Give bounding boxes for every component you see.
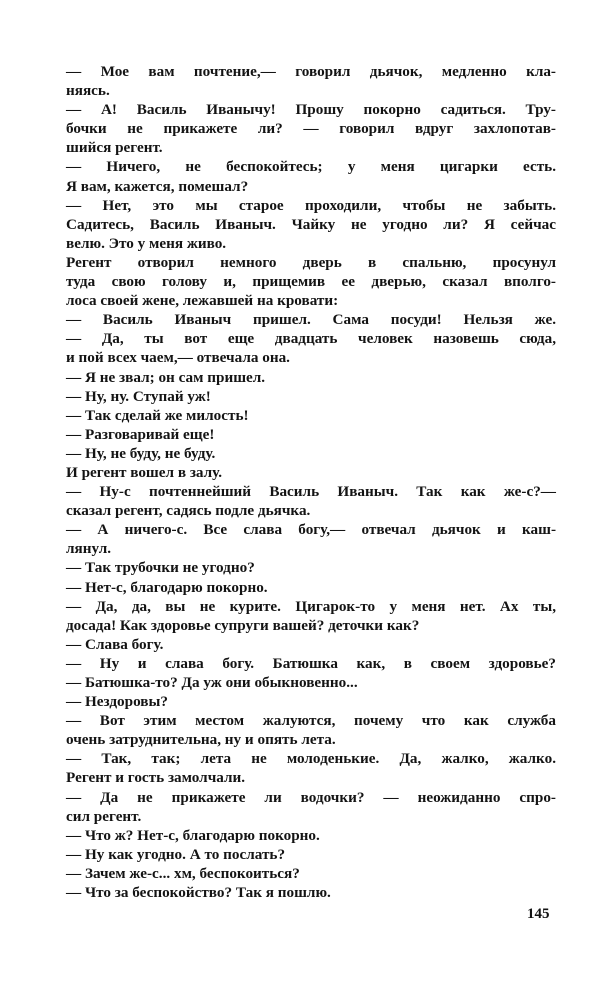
text-line: сил регент. (66, 807, 142, 825)
text-line: велю. Это у меня живо. (66, 234, 227, 252)
text-line: лянул. (66, 540, 112, 558)
text-line: — Зачем же-с... хм, беспокоиться? (66, 864, 300, 882)
text-line: — Ничего, не беспокойтесь; у меня цигарки есть. (66, 158, 556, 176)
text-line: — А ничего-с. Все слава богу,— отвечал дьячок и каш- (66, 521, 556, 539)
text-line: — Да, да, вы не курите. Цигарок-то у меня нет. Ах ты, (66, 597, 556, 615)
text-line: — Ну, не буду, не буду. (66, 444, 216, 462)
text-line: — Так сделай же милость! (66, 406, 249, 424)
text-line: — Мое вам почтение,— говорил дьячок, медленно кла- (66, 63, 556, 80)
text-line: — Разговаривай еще! (66, 425, 215, 443)
text-line: — Что за беспокойство? Так я пошлю. (66, 884, 331, 902)
text-line: — А! Василь Иванычу! Прошу покорно садиться. Тру- (66, 101, 556, 119)
text-line: Я вам, кажется, помешал? (66, 177, 249, 195)
text-line: И регент вошел в залу. (66, 463, 223, 481)
text-line: — Так трубочки не угодно? (66, 559, 255, 577)
body-text (66, 62, 556, 902)
text-line: Регент и гость замолчали. (66, 769, 246, 787)
text-line: Регент отворил немного дверь в спальню, просунул (66, 253, 556, 271)
text-line: — Я не звал; он сам пришел. (66, 368, 266, 386)
page-number: 145 (527, 906, 550, 922)
text-line: — Нездоровы? (66, 693, 168, 711)
text-line: шийся регент. (66, 139, 163, 157)
text-line: и пой всех чаем,— отвечала она. (66, 349, 290, 367)
text-line: — Так, так; лета не молоденькие. Да, жалко, жалко. (66, 750, 556, 768)
text-line: — Нет-с, благодарю покорно. (66, 578, 268, 596)
text-line: Садитесь, Василь Иваныч. Чайку не угодно ли? Я сейчас (66, 215, 556, 233)
text-line: — Что ж? Нет-с, благодарю покорно. (66, 826, 320, 844)
text-line: — Ну как угодно. А то послать? (66, 845, 286, 863)
text-line: лоса своей жене, лежавшей на кровати: (66, 292, 339, 310)
text-line: — Нет, это мы старое проходили, чтобы не забыть. (66, 196, 556, 214)
text-line: — Да, ты вот еще двадцать человек назовешь сюда, (66, 330, 556, 348)
text-line: — Батюшка-то? Да уж они обыкновенно... (66, 674, 358, 691)
text-line: сказал регент, садясь подле дьячка. (66, 502, 311, 520)
text-line: очень затруднительна, ну и опять лета. (66, 731, 336, 749)
text-line: досада! Как здоровье супруги вашей? деточки как? (66, 616, 420, 634)
text-line: — Да не прикажете ли водочки? — неожиданно спро- (66, 788, 556, 806)
text-line: няясь. (66, 82, 110, 100)
text-line: — Вот этим местом жалуются, почему что как служба (66, 712, 556, 730)
text-line: — Ну-с почтеннейший Василь Иваныч. Так как же-с?— (66, 483, 556, 501)
text-line: туда свою голову и, прищемив ее дверью, сказал вполго- (66, 273, 556, 291)
text-line: — Слава богу. (66, 635, 164, 653)
text-line: — Василь Иваныч пришел. Сама посуди! Нельзя же. (66, 311, 556, 329)
text-line: — Ну и слава богу. Батюшка как, в своем здоровье? (66, 654, 556, 672)
text-line: бочки не прикажете ли? — говорил вдруг захлопотав- (66, 120, 556, 138)
text-line: — Ну, ну. Ступай уж! (66, 387, 211, 405)
